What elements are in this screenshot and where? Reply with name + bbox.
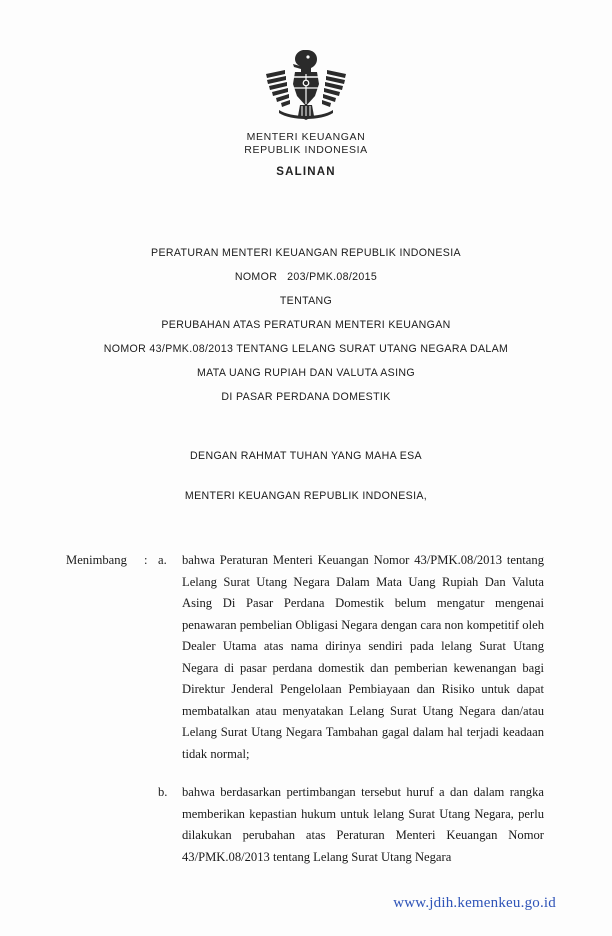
title-line-tentang: TENTANG <box>279 295 333 307</box>
considerans-text-b: bahwa berdasarkan pertimbangan tersebut huruf a dan dalam rangka memberikan kepastian hukum untuk lelang Surat Utang Negara, perlu dilakukan perubahan atas Peraturan Menteri Keuangan Nomor 43/PMK.08/2013 tentang Lelang Surat Utang Negara <box>182 785 544 864</box>
considerans-items <box>158 550 544 868</box>
emblem-container <box>0 0 612 127</box>
considerans-label: Menimbang <box>66 553 127 567</box>
regulation-title-block <box>0 241 612 409</box>
considerans-colon: : <box>144 553 148 567</box>
title-line-4: PERUBAHAN ATAS PERATURAN MENTERI KEUANGAN <box>161 319 451 331</box>
document-header <box>0 131 612 179</box>
ministry-line: MENTERI KEUANGAN REPUBLIK INDONESIA, <box>184 490 428 502</box>
header-line-menteri: MENTERI KEUANGAN <box>246 131 366 143</box>
title-line-7: DI PASAR PERDANA DOMESTIK <box>221 391 391 403</box>
list-item <box>158 782 544 868</box>
salinan-stamp: SALINAN <box>276 166 336 178</box>
considerans-text-a: bahwa Peraturan Menteri Keuangan Nomor 43/PMK.08/2013 tentang Lelang Surat Utang Negara Dalam Mata Uang Rupiah Dan Valuta Asing Di Pasar Perdana Domestik belum mengatur mengenai penawaran pembelian Obligasi Negara dengan cara non kompetitif oleh Dealer Utama atas nama dirinya sendiri pada lelang Surat Utang Negara di pasar perdana domestik dan pemberian kewenangan bagi Direktur Jenderal Pengelolaan Pembiayaan dan Risiko untuk dapat membatalkan atau menyatakan Lelang Surat Utang Negara dan/atau Lelang Surat Utang Negara Tambahan gagal dalam hal terjadi keadaan tidak normal; <box>182 553 544 761</box>
title-line-5: NOMOR 43/PMK.08/2013 TENTANG LELANG SURAT UTANG NEGARA DALAM <box>103 343 509 355</box>
considerans-section <box>66 550 544 868</box>
footer-url[interactable]: www.jdih.kemenkeu.go.id <box>393 895 556 911</box>
title-line-6: MATA UANG RUPIAH DAN VALUTA ASING <box>197 367 415 379</box>
considerans-marker-b: b. <box>158 785 168 799</box>
document-body <box>0 550 612 868</box>
garuda-pancasila-emblem <box>263 44 349 122</box>
title-line-nomor: NOMOR 203/PMK.08/2015 <box>234 271 378 283</box>
considerans-marker-a: a. <box>158 553 167 567</box>
blessing-line: DENGAN RAHMAT TUHAN YANG MAHA ESA <box>190 450 422 462</box>
header-line-republik: REPUBLIK INDONESIA <box>244 144 368 156</box>
title-line-1: PERATURAN MENTERI KEUANGAN REPUBLIK INDONESIA <box>151 247 461 259</box>
list-item <box>158 550 544 765</box>
